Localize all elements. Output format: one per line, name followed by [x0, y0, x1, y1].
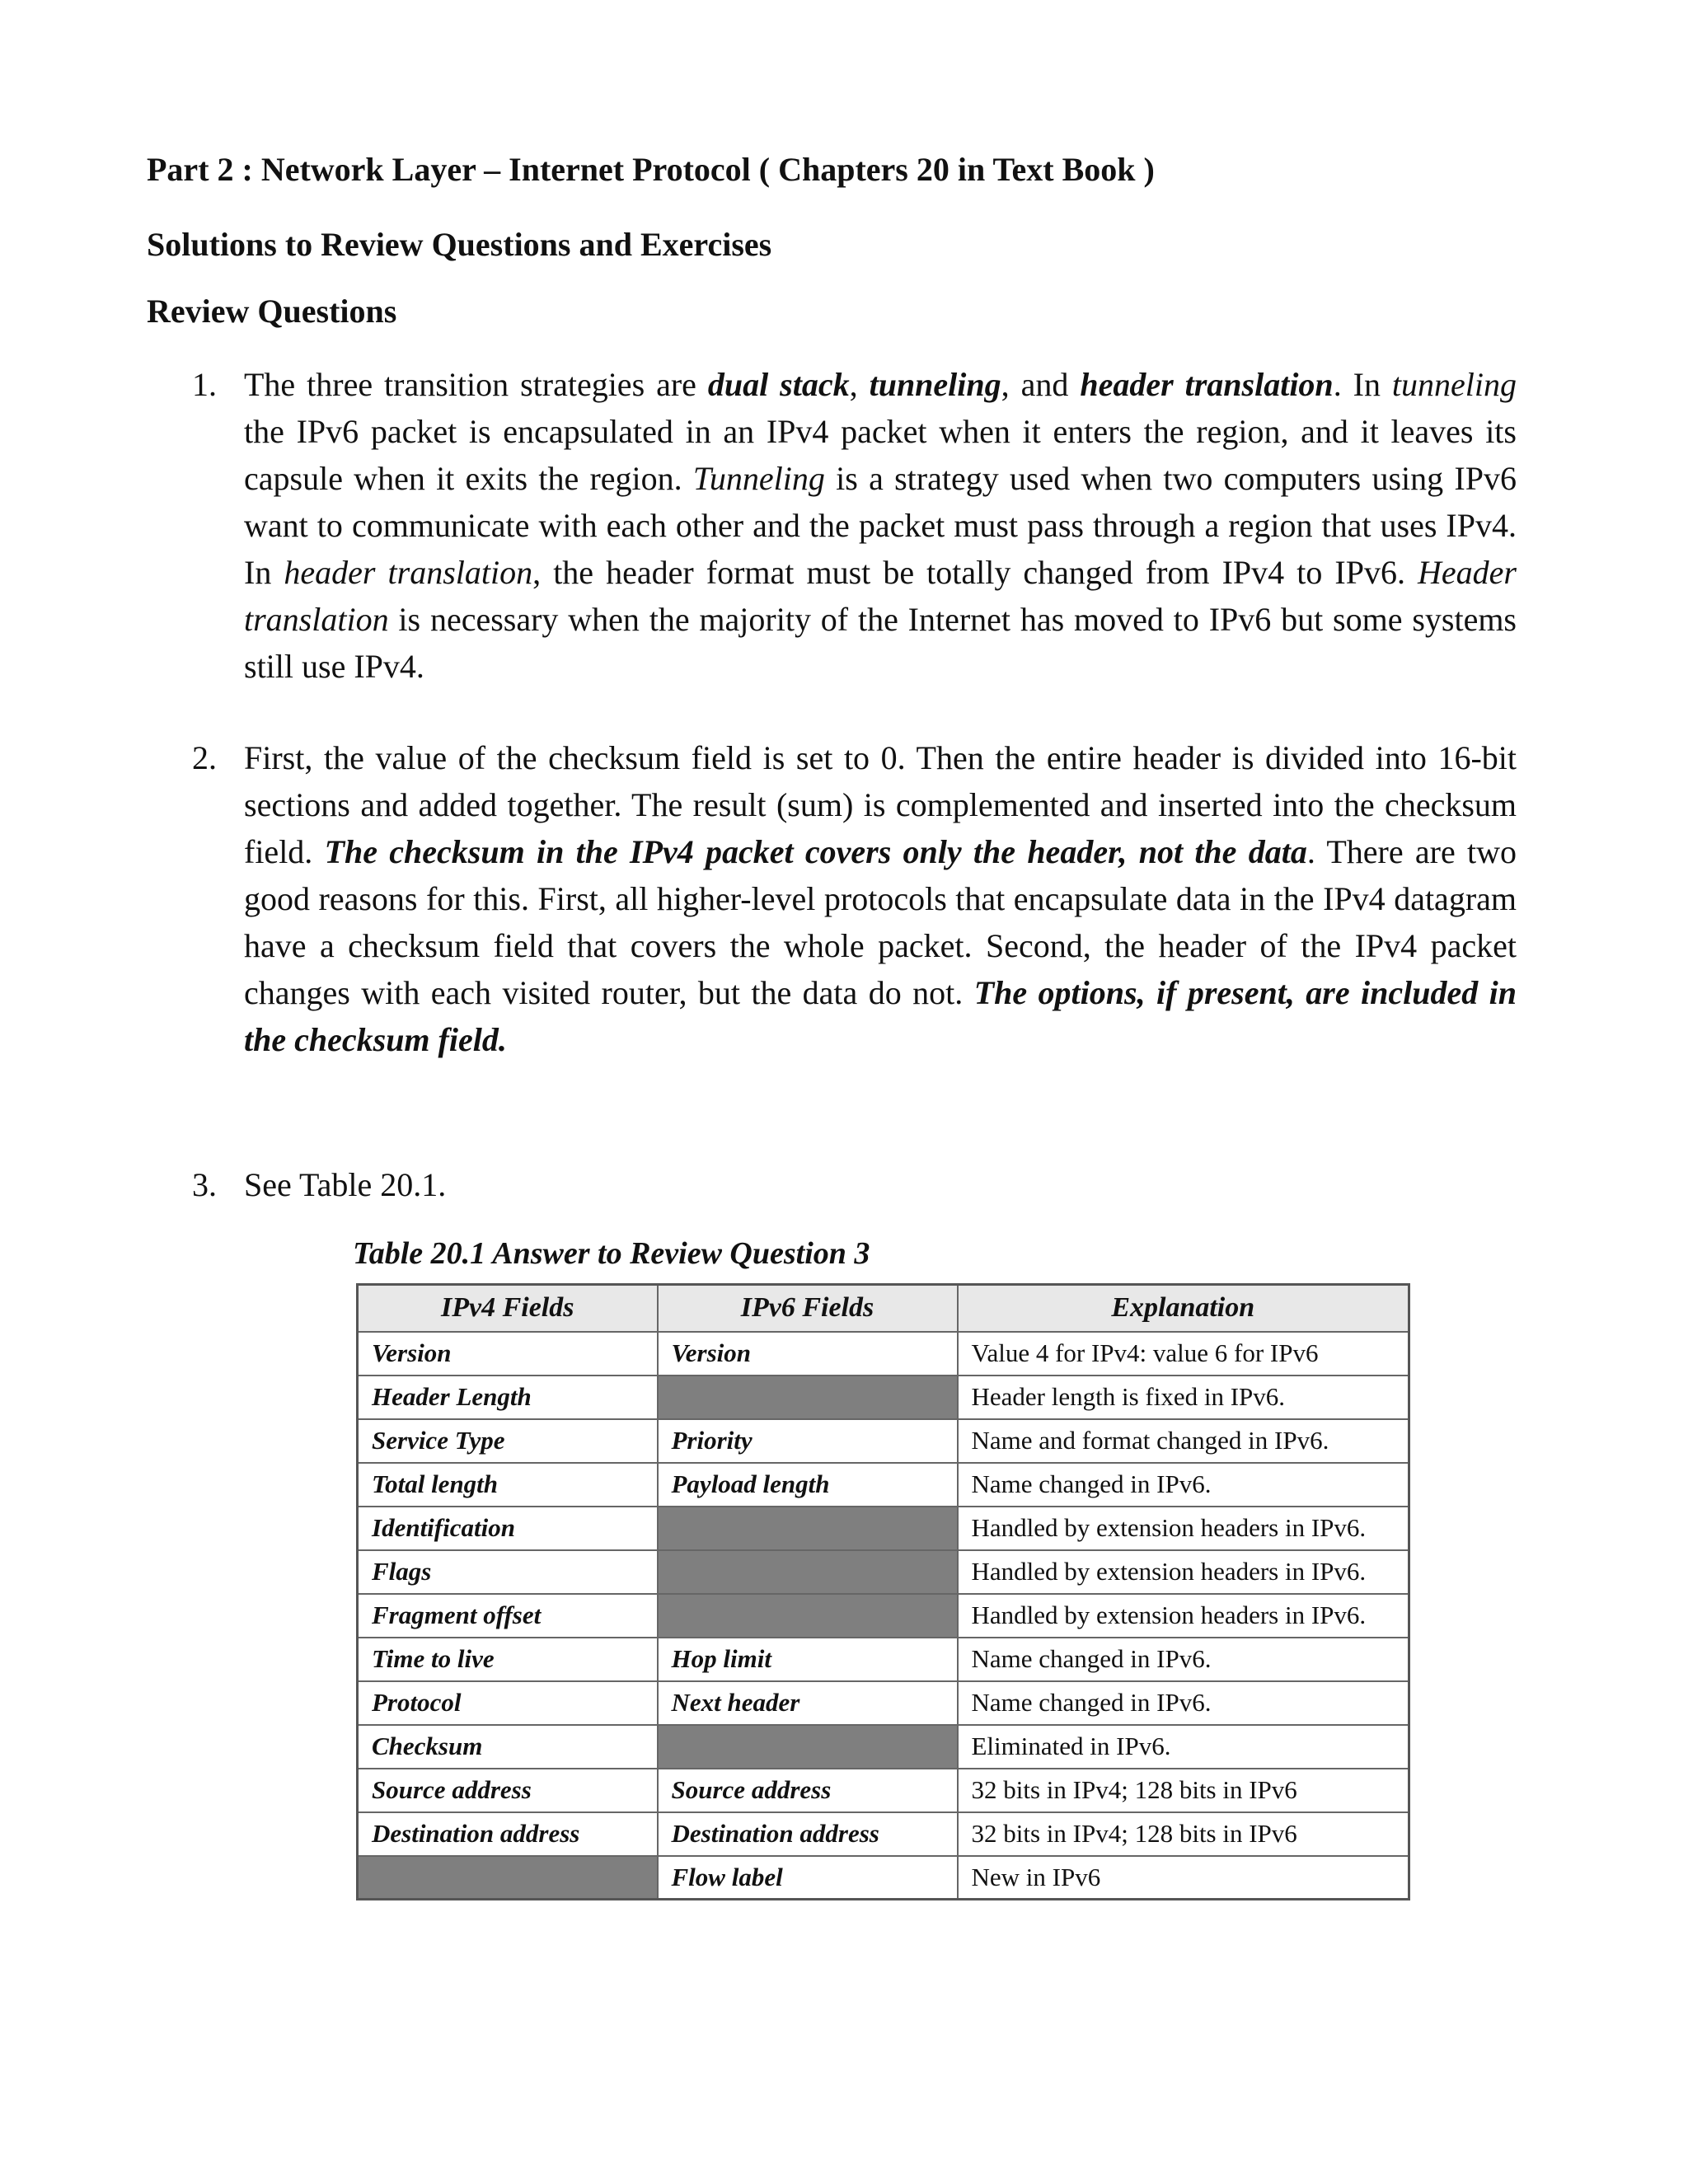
ipv4-field-cell — [358, 1856, 658, 1900]
ipv4-field-cell: Destination address — [358, 1812, 658, 1856]
answer-segment: . There are two good reasons for this. First, all higher-level protocols that encapsulate data in the IPv4 datagram have a checksum field that covers the whole packet. Second, the header of the IPv4 packet changes with each visited router, but the data do not. — [244, 833, 1517, 1011]
ipv6-field-cell — [658, 1507, 958, 1550]
explanation-cell: Value 4 for IPv4: value 6 for IPv6 — [958, 1332, 1409, 1376]
answer-segment: . In — [1333, 366, 1392, 403]
table-row — [358, 1550, 1409, 1594]
answer-segment: Tunneling — [692, 460, 825, 497]
answer-segment: , the header format must be totally changed from IPv4 to IPv6. — [532, 554, 1418, 591]
answer-segment: dual stack — [707, 366, 850, 403]
answer-segment: , and — [1001, 366, 1081, 403]
table-header-row — [358, 1285, 1409, 1332]
ipv4-field-cell: Total length — [358, 1463, 658, 1507]
table-row — [358, 1725, 1409, 1769]
ipv4-field-cell: Source address — [358, 1769, 658, 1812]
ipv4-field-cell: Flags — [358, 1550, 658, 1594]
answer-segment: is a strategy used when two computers using IPv6 want to communicate with each other and the packet must pass through a region that uses IPv4. In — [244, 460, 1517, 591]
answer-segment: the IPv6 packet is encapsulated in an IPv4 packet when it enters the region, and it leaves its capsule when it exits the region. — [244, 413, 1517, 497]
explanation-cell: 32 bits in IPv4; 128 bits in IPv6 — [958, 1812, 1409, 1856]
ipv4-field-cell: Service Type — [358, 1419, 658, 1463]
header-ipv6-fields: IPv6 Fields — [658, 1285, 958, 1332]
ipv4-field-cell: Fragment offset — [358, 1594, 658, 1638]
answer-segment: header translation — [1080, 366, 1334, 403]
question-number: 2. — [192, 739, 217, 776]
ipv6-field-cell: Source address — [658, 1769, 958, 1812]
explanation-cell: Handled by extension headers in IPv6. — [958, 1550, 1409, 1594]
explanation-cell: 32 bits in IPv4; 128 bits in IPv6 — [958, 1769, 1409, 1812]
explanation-cell: Name changed in IPv6. — [958, 1463, 1409, 1507]
explanation-cell: Handled by extension headers in IPv6. — [958, 1507, 1409, 1550]
explanation-cell: Name changed in IPv6. — [958, 1638, 1409, 1681]
ipv4-field-cell: Protocol — [358, 1681, 658, 1725]
question-answer — [244, 734, 1517, 1063]
table-row — [358, 1332, 1409, 1376]
ipv6-field-cell: Payload length — [658, 1463, 958, 1507]
explanation-cell: Handled by extension headers in IPv6. — [958, 1594, 1409, 1638]
section-heading: Review Questions — [147, 293, 397, 330]
page-subtitle: Solutions to Review Questions and Exercises — [147, 226, 772, 263]
ipv4-field-cell: Time to live — [358, 1638, 658, 1681]
table-row — [358, 1594, 1409, 1638]
explanation-cell: Name changed in IPv6. — [958, 1681, 1409, 1725]
header-explanation: Explanation — [958, 1285, 1409, 1332]
table-row — [358, 1419, 1409, 1463]
answer-segment: tunneling — [869, 366, 1001, 403]
ipv6-field-cell — [658, 1376, 958, 1419]
question-answer — [244, 361, 1517, 690]
table-row — [358, 1812, 1409, 1856]
answer-segment: tunneling — [1391, 366, 1517, 403]
ipv6-field-cell — [658, 1550, 958, 1594]
question-answer — [244, 1161, 1517, 1208]
explanation-cell: New in IPv6 — [958, 1856, 1409, 1900]
ipv6-field-cell — [658, 1725, 958, 1769]
fields-table — [356, 1283, 1410, 1900]
answer-segment: header translation — [284, 554, 533, 591]
table-caption: Table 20.1 Answer to Review Question 3 — [353, 1236, 870, 1271]
answer-segment: is necessary when the majority of the Internet has moved to IPv6 but some systems still use IPv4. — [244, 601, 1517, 685]
table-row — [358, 1507, 1409, 1550]
table-row — [358, 1856, 1409, 1900]
ipv4-field-cell: Header Length — [358, 1376, 658, 1419]
explanation-cell: Header length is fixed in IPv6. — [958, 1376, 1409, 1419]
ipv6-field-cell: Hop limit — [658, 1638, 958, 1681]
answer-segment: See Table 20.1. — [244, 1166, 447, 1203]
answer-segment: The checksum in the IPv4 packet covers only the header, not the data — [324, 833, 1307, 870]
answer-segment: Header translation — [244, 554, 1517, 638]
answer-segment: , — [849, 366, 870, 403]
table-row — [358, 1638, 1409, 1681]
ipv6-field-cell: Destination address — [658, 1812, 958, 1856]
explanation-cell: Eliminated in IPv6. — [958, 1725, 1409, 1769]
ipv4-field-cell: Identification — [358, 1507, 658, 1550]
page-title: Part 2 : Network Layer – Internet Protocol ( Chapters 20 in Text Book ) — [147, 151, 1155, 188]
ipv6-field-cell: Version — [658, 1332, 958, 1376]
ipv6-field-cell — [658, 1594, 958, 1638]
table-row — [358, 1376, 1409, 1419]
ipv6-field-cell: Next header — [658, 1681, 958, 1725]
ipv4-field-cell: Checksum — [358, 1725, 658, 1769]
ipv6-field-cell: Flow label — [658, 1856, 958, 1900]
table-body — [358, 1332, 1409, 1900]
header-ipv4-fields: IPv4 Fields — [358, 1285, 658, 1332]
table-row — [358, 1681, 1409, 1725]
answer-segment: First, the value of the checksum field is set to 0. Then the entire header is divided into 16-bit sections and added together. The result (sum) is complemented and inserted into the checksum field. — [244, 739, 1517, 870]
table-row — [358, 1769, 1409, 1812]
answer-segment: The options, if present, are included in the checksum field. — [244, 974, 1517, 1058]
answer-segment: The three transition strategies are — [244, 366, 708, 403]
table-row — [358, 1463, 1409, 1507]
question-number: 1. — [192, 366, 217, 403]
question-number: 3. — [192, 1166, 217, 1203]
explanation-cell: Name and format changed in IPv6. — [958, 1419, 1409, 1463]
ipv6-field-cell: Priority — [658, 1419, 958, 1463]
ipv4-field-cell: Version — [358, 1332, 658, 1376]
